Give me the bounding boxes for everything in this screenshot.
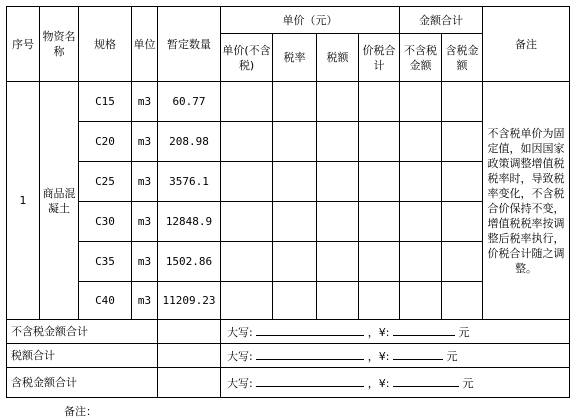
cell-amount-inc-tax[interactable]: [442, 82, 483, 122]
cell-seq: 1: [7, 82, 40, 320]
header-tax-amount: 税额: [317, 34, 359, 82]
cell-material: 商品混凝土: [40, 82, 79, 320]
cell-price-ex-tax[interactable]: [221, 282, 273, 320]
total-fill: [221, 368, 570, 398]
cell-price-inc-tax[interactable]: [359, 162, 400, 202]
cell-tax-amount[interactable]: [317, 162, 359, 202]
yuan-label: 元: [458, 326, 470, 339]
total-fill: [221, 320, 570, 344]
cell-tax-rate[interactable]: [273, 282, 317, 320]
cell-tax-rate[interactable]: [273, 82, 317, 122]
cell-tax-amount[interactable]: [317, 82, 359, 122]
yen-label: ，¥:: [367, 377, 390, 390]
cell-qty: 12848.9: [158, 202, 221, 242]
total-label: 税额合计: [7, 344, 158, 368]
cell-spec: C25: [79, 162, 132, 202]
yuan-label: 元: [446, 350, 458, 363]
cell-tax-rate[interactable]: [273, 122, 317, 162]
cell-tax-rate[interactable]: [273, 242, 317, 282]
table-row: [7, 82, 570, 122]
daxie-blank[interactable]: [256, 323, 364, 336]
total-fill: [221, 344, 570, 368]
cell-tax-amount[interactable]: [317, 202, 359, 242]
total-spacer: [158, 320, 221, 344]
cell-qty: 1502.86: [158, 242, 221, 282]
cell-unit: m3: [132, 242, 158, 282]
cell-amount-inc-tax[interactable]: [442, 162, 483, 202]
price-table: [6, 6, 570, 398]
header-unit: 单位: [132, 7, 158, 82]
header-material: 物资名称: [40, 7, 79, 82]
header-remark: 备注: [483, 7, 570, 82]
cell-unit: m3: [132, 282, 158, 320]
header-amount-inc-tax: 含税金额: [442, 34, 483, 82]
cell-spec: C20: [79, 122, 132, 162]
cell-price-inc-tax[interactable]: [359, 82, 400, 122]
header-amount-group: 金额合计: [400, 7, 483, 34]
total-label: 含税金额合计: [7, 368, 158, 398]
cell-spec: C15: [79, 82, 132, 122]
footer-note: 备注：: [64, 405, 97, 418]
cell-unit: m3: [132, 202, 158, 242]
header-spec: 规格: [79, 7, 132, 82]
header-tax-rate: 税率: [273, 34, 317, 82]
cell-tax-rate[interactable]: [273, 202, 317, 242]
cell-unit: m3: [132, 122, 158, 162]
yen-label: ，¥:: [367, 350, 390, 363]
cell-spec: C40: [79, 282, 132, 320]
cell-amount-inc-tax[interactable]: [442, 122, 483, 162]
cell-amount-ex-tax[interactable]: [400, 122, 442, 162]
header-unit-price-group: 单价（元）: [221, 7, 400, 34]
cell-amount-inc-tax[interactable]: [442, 242, 483, 282]
yuan-label: 元: [462, 377, 474, 390]
cell-price-ex-tax[interactable]: [221, 242, 273, 282]
header-qty: 暂定数量: [158, 7, 221, 82]
daxie-label: 大写:: [227, 377, 253, 390]
header-amount-ex-tax: 不含税金额: [400, 34, 442, 82]
cell-price-ex-tax[interactable]: [221, 122, 273, 162]
cell-spec: C35: [79, 242, 132, 282]
cell-price-ex-tax[interactable]: [221, 82, 273, 122]
cell-tax-rate[interactable]: [273, 162, 317, 202]
cell-unit: m3: [132, 162, 158, 202]
cell-amount-ex-tax[interactable]: [400, 242, 442, 282]
cell-amount-inc-tax[interactable]: [442, 282, 483, 320]
cell-tax-amount[interactable]: [317, 282, 359, 320]
cell-amount-ex-tax[interactable]: [400, 202, 442, 242]
cell-spec: C30: [79, 202, 132, 242]
cell-amount-ex-tax[interactable]: [400, 282, 442, 320]
total-row-inc-tax: [7, 368, 570, 398]
cell-qty: 11209.23: [158, 282, 221, 320]
cell-tax-amount[interactable]: [317, 242, 359, 282]
cell-qty: 60.77: [158, 82, 221, 122]
cell-tax-amount[interactable]: [317, 122, 359, 162]
cell-price-inc-tax[interactable]: [359, 122, 400, 162]
cell-price-inc-tax[interactable]: [359, 282, 400, 320]
cell-unit: m3: [132, 82, 158, 122]
daxie-blank[interactable]: [256, 347, 364, 360]
daxie-label: 大写:: [227, 326, 253, 339]
yen-blank[interactable]: [393, 323, 455, 336]
yen-blank[interactable]: [393, 347, 443, 360]
cell-amount-ex-tax[interactable]: [400, 162, 442, 202]
cell-price-inc-tax[interactable]: [359, 202, 400, 242]
total-row-ex-tax: [7, 320, 570, 344]
total-spacer: [158, 368, 221, 398]
cell-price-inc-tax[interactable]: [359, 242, 400, 282]
total-label: 不含税金额合计: [7, 320, 158, 344]
yen-label: ，¥:: [367, 326, 390, 339]
cell-amount-inc-tax[interactable]: [442, 202, 483, 242]
total-row-tax: [7, 344, 570, 368]
cell-price-ex-tax[interactable]: [221, 202, 273, 242]
cell-amount-ex-tax[interactable]: [400, 82, 442, 122]
daxie-label: 大写:: [227, 350, 253, 363]
total-spacer: [158, 344, 221, 368]
cell-qty: 208.98: [158, 122, 221, 162]
header-seq: 序号: [7, 7, 40, 82]
cell-price-ex-tax[interactable]: [221, 162, 273, 202]
header-price-ex-tax: 单价(不含税): [221, 34, 273, 82]
cell-remark: 不含税单价为固定值，如因国家政策调整增值税税率时，导致税率变化，不含税合价保持不变，增值税税率按调整后税率执行，价税合计随之调整。: [483, 82, 570, 320]
header-price-inc-tax: 价税合计: [359, 34, 400, 82]
yen-blank[interactable]: [393, 374, 459, 387]
cell-qty: 3576.1: [158, 162, 221, 202]
daxie-blank[interactable]: [256, 374, 364, 387]
